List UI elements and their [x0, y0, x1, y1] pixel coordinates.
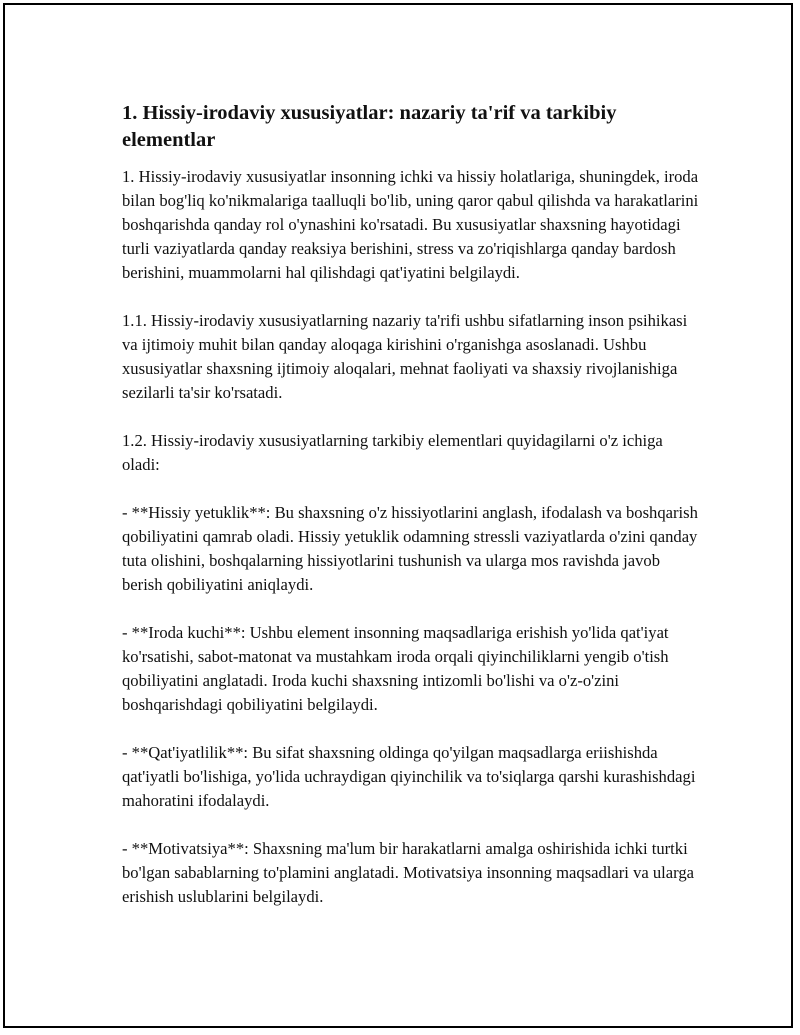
paragraph-theory: 1.1. Hissiy-irodaviy xususiyatlarning nazariy ta'rifi ushbu sifatlarning inson psihikasi va ijtimoiy muhit bilan qanday aloqaga kirishini o'rganishga asoslanadi. Ushbu xususiyatlar shaxsning ijtimoiy aloqalari, mehnat faoliyati va shaxsiy rivojlanishiga sezilarli ta'sir ko'rsatadi.	[122, 311, 688, 402]
document-body	[122, 100, 702, 909]
page-frame	[3, 3, 793, 1028]
list-item-emotional-maturity: - **Hissiy yetuklik**: Bu shaxsning o'z hissiyotlarini anglash, ifodalash va boshqarish qobiliyatini qamrab oladi. Hissiy yetuklik odamning stressli vaziyatlarda o'zini qanday tuta olishini, boshqalarning hissiyotlarini tushunish va ularga mos ravishda javob berish qobiliyatini aniqlaydi.	[122, 503, 698, 594]
paragraph-elements-intro: 1.2. Hissiy-irodaviy xususiyatlarning tarkibiy elementlari quyidagilarni o'z ichiga oladi:	[122, 431, 663, 474]
list-item-motivation: - **Motivatsiya**: Shaxsning ma'lum bir harakatlarni amalga oshirishida ichki turtki bo'lgan sabablarning to'plamini anglatadi. Motivatsiya insonning maqsadlari va ularga erishish uslublarini belgilaydi.	[122, 839, 695, 906]
list-item-persistence: - **Qat'iyatlilik**: Bu sifat shaxsning oldinga qo'yilgan maqsadlarga eriishishda qat'iyatli bo'lishiga, yo'lida uchraydigan qiyinchilik va to'siqlarga qarshi kurashishdagi mahoratini ifodalaydi.	[122, 743, 696, 810]
paragraph-intro: 1. Hissiy-irodaviy xususiyatlar insonning ichki va hissiy holatlariga, shuningdek, iroda bilan bog'liq ko'nikmalariga taalluqli bo'lib, uning qaror qabul qilishda va harakatlarini boshqarishda qanday rol o'ynashini ko'rsatadi. Bu xususiyatlar shaxsning hayotidagi turli vaziyatlarda qanday reaksiya berishini, stress va zo'riqishlarga qanday bardosh berishini, muammolarni hal qilishdagi qat'iyatini belgilaydi.	[122, 167, 699, 282]
list-item-willpower: - **Iroda kuchi**: Ushbu element insonning maqsadlariga erishish yo'lida qat'iyat ko'rsatishi, sabot-matonat va mustahkam iroda orqali qiyinchiliklarni yengib o'tish qobiliyatini anglatadi. Iroda kuchi shaxsning intizomli bo'lishi va o'z-o'zini boshqarishdagi qobiliyatini belgilaydi.	[122, 623, 669, 714]
section-heading: 1. Hissiy-irodaviy xususiyatlar: nazariy ta'rif va tarkibiy elementlar	[122, 102, 617, 151]
